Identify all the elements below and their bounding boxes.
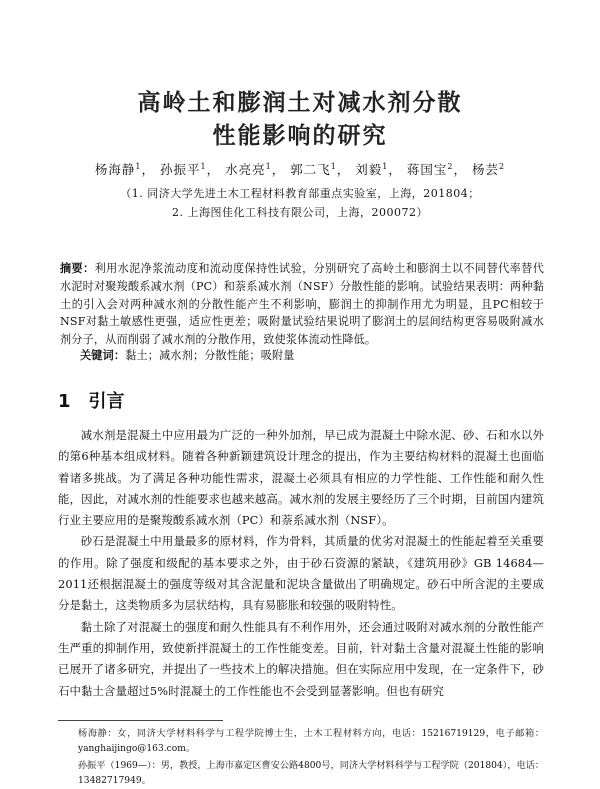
paper-title-line-2: 性能影响的研究 (212, 123, 388, 149)
section-title: 引言 (88, 391, 125, 412)
footnote-divider (58, 720, 223, 721)
body-text (58, 425, 544, 702)
affiliation-2: 2. 上海图佳化工科技有限公司，上海，200072） (172, 206, 428, 219)
abstract (60, 260, 544, 349)
author: 蒋国宝$^2$ (406, 161, 454, 177)
paper-title-line-1: 高岭土和膨润土对减水剂分散 (137, 90, 463, 116)
footnote-2: 孙振平（1969—）：男，教授，上海市嘉定区曹安公路4800号，同济大学材料科学与工程学院（201804），电话：13482717949。 (78, 761, 544, 786)
section-heading (58, 387, 125, 413)
abstract-text: 利用水泥净浆流动度和流动度保持性试验，分别研究了高岭土和膨润土以不同替代率替代水泥时对聚羧酸系减水剂（PC）和萘系减水剂（NSF）分散性能的影响。试验结果表明：两种黏土的引入会对两种减水剂的分散性能产生不利影响，膨润土的抑制作用尤为明显，且PC相较于NSF对黏土敏感性更强，适应性更差；吸附量试验结果说明了膨润土的层间结构更容易吸附减水剂分子，从而削弱了减水剂的分散作用，致使浆体流动性降低。 (60, 262, 544, 347)
author: 郭二飞$^1$ (290, 161, 337, 177)
author: 孙振平$^1$ (160, 161, 207, 177)
keywords-label: 关键词： (80, 349, 126, 362)
keywords-text: 黏土；减水剂；分散性能；吸附量 (125, 349, 295, 362)
keywords (80, 347, 540, 363)
footnote-1: 杨海静：女，同济大学材料科学与工程学院博士生，土木工程材料方向，电话：15216719129，电子邮箱：yanghaijingo@163.com。 (78, 729, 544, 754)
author: 刘毅$^1$ (355, 161, 389, 177)
affiliation-1: （1. 同济大学先进土木工程材料教育部重点实验室，上海，201804； (120, 187, 480, 200)
abstract-label: 摘要： (60, 262, 95, 275)
author: 杨海静$^1$ (94, 161, 142, 177)
author: 水亮亮$^1$ (225, 161, 272, 177)
paragraph: 砂石是混凝土中用量最多的原材料，作为骨料，其质量的优劣对混凝土的性能起着至关重要的作用。除了强度和级配的基本要求之外，由于砂石资源的紧缺，《建筑用砂》GB 14684—2011还根据混凝土的强度等级对其含泥量和泥块含量做出了明确规定。砂石中所含泥的主要成分是黏土，这类物质多为层状结构，具有易膨胀和较强的吸附特性。 (58, 534, 544, 613)
author: 杨芸$^2$ (471, 161, 506, 177)
section-number: 1 (58, 391, 71, 412)
author-list: 杨海静$^1$， 孙振平$^1$， 水亮亮$^1$， 郭二飞$^1$， 刘毅$^1$， 蒋国宝$^2$， 杨芸$^2$ (94, 161, 506, 177)
paragraph: 减水剂是混凝土中应用最为广泛的一种外加剂，早已成为混凝土中除水泥、砂、石和水以外的第6种基本组成材料。随着各种新颖建筑设计理念的提出，作为主要结构材料的混凝土也面临着诸多挑战。为了满足各种功能性需求，混凝土必须具有相应的力学性能、工作性能和耐久性能，因此，对减水剂的性能要求也越来越高。减水剂的发展主要经历了三个时期，目前国内建筑行业主要应用的是聚羧酸系减水剂（PC）和萘系减水剂（NSF）。 (58, 428, 544, 528)
paragraph: 黏土除了对混凝土的强度和耐久性能具有不利作用外，还会通过吸附对减水剂的分散性能产生严重的抑制作用，致使新拌混凝土的工作性能变差。目前，针对黏土含量对混凝土性能的影响已展开了诸多研究，并提出了一些技术上的解决措施。但在实际应用中发现，在一定条件下，砂石中黏土含量超过5%时混凝土的工作性能也不会受到显著影响。但也有研究 (58, 619, 544, 698)
